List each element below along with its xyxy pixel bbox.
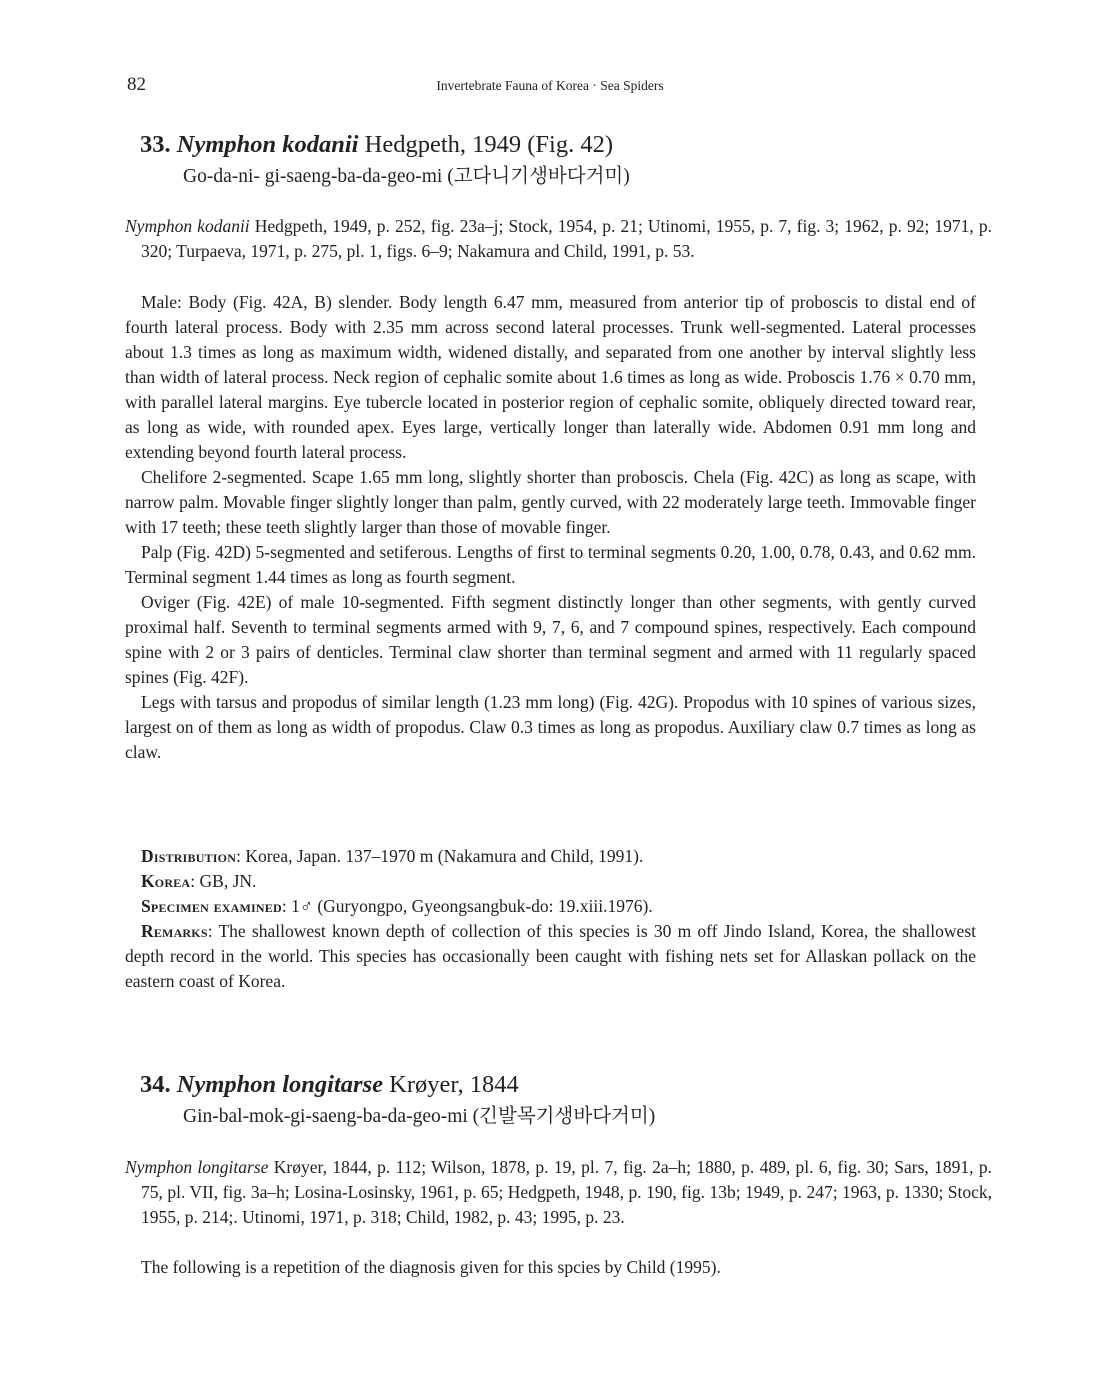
species-33-korean-name: Go-da-ni- gi-saeng-ba-da-geo-mi (고다니기생바다거미) [183,166,630,187]
species-34-korean-name: Gin-bal-mok-gi-saeng-ba-da-geo-mi (긴발목기생바다거미) [183,1106,656,1127]
species-33-notes [125,844,976,994]
species-33-number: 33. [140,131,171,158]
intro-paragraph: The following is a repetition of the diagnosis given for this spcies by Child (1995). [141,1257,721,1277]
description-paragraph: Legs with tarsus and propodus of similar length (1.23 mm long) (Fig. 42G). Propodus with 10 spines of various sizes, largest on of them as long as width of propodus. Claw 0.3 times as long as propodus. Auxiliary claw 0.7 times as long as claw. [125,692,976,762]
species-33-name: Nymphon kodanii [176,131,359,158]
species-34-number: 34. [140,1071,171,1098]
synonymy-references: Krøyer, 1844, p. 112; Wilson, 1878, p. 19, pl. 7, fig. 2a–h; 1880, p. 489, pl. 6, fig. 30; Sars, 1891, p. 75, pl. VII, fig. 3a–h; Losina-Losinsky, 1961, p. 65; Hedgpeth, 1948, p. 190, fig. 13b; 1949, p. 247; 1963, p. 1330; Stock, 1955, p. 214;. Utinomi, 1971, p. 318; Child, 1982, p. 43; 1995, p. 23. [141,1157,993,1227]
species-33-authority: Hedgpeth, 1949 (Fig. 42) [364,131,613,158]
remarks-label: Remarks [141,921,208,941]
synonymy-taxon: Nymphon kodanii [125,216,250,236]
description-paragraph: Oviger (Fig. 42E) of male 10-segmented. Fifth segment distinctly longer than other segments, with gently curved proximal half. Seventh to terminal segments armed with 9, 7, 6, and 7 compound spines, respectively. Each compound spine with 2 or 3 pairs of denticles. Terminal claw shorter than terminal segment and armed with 11 regularly spaced spines (Fig. 42F). [125,592,976,687]
species-33-description [125,290,976,765]
species-34-heading [140,1070,655,1131]
species-34-authority: Krøyer, 1844 [389,1071,519,1098]
synonymy-references: Hedgpeth, 1949, p. 252, fig. 23a–j; Stock, 1954, p. 21; Utinomi, 1955, p. 7, fig. 3; 1962, p. 92; 1971, p. 320; Turpaeva, 1971, p. 275, pl. 1, figs. 6–9; Nakamura and Child, 1991, p. 53. [141,216,992,261]
species-33-synonymy [125,214,992,264]
description-paragraph: Male: Body (Fig. 42A, B) slender. Body length 6.47 mm, measured from anterior tip of proboscis to distal end of fourth lateral process. Body with 2.35 mm across second lateral processes. Trunk well-segmented. Lateral processes about 1.3 times as long as maximum width, widened distally, and separated from one another by interval slightly less than width of lateral process. Neck region of cephalic somite about 1.6 times as long as wide. Proboscis 1.76 × 0.70 mm, with parallel lateral margins. Eye tubercle located in posterior region of cephalic somite, obliquely directed toward rear, as long as wide, with rounded apex. Eyes large, vertically longer than laterally wide. Abdomen 0.91 mm long and extending beyond fourth lateral process. [125,292,976,462]
remarks-line [125,919,976,994]
distribution-label: Distribution [141,846,237,866]
korea-text: : GB, JN. [190,871,257,891]
species-34-title [140,1070,655,1100]
synonymy-taxon: Nymphon longitarse [125,1157,269,1177]
species-34-intro [125,1255,976,1280]
distribution-text: : Korea, Japan. 137–1970 m (Nakamura and Child, 1991). [236,846,644,866]
species-33-title [140,130,630,160]
species-34-synonymy [125,1155,992,1230]
description-paragraph: Chelifore 2-segmented. Scape 1.65 mm long, slightly shorter than proboscis. Chela (Fig. 42C) as long as scape, with narrow palm. Movable finger slightly longer than palm, gently curved, with 22 moderately large teeth. Immovable finger with 17 teeth; these teeth slightly larger than those of movable finger. [125,467,976,537]
remarks-text: : The shallowest known depth of collection of this species is 30 m off Jindo Island, Korea, the shallowest depth record in the world. This species has occasionally been caught with fishing nets set for Allaskan pollack on the eastern coast of Korea. [125,921,976,991]
distribution-line [125,844,976,869]
running-head: Invertebrate Fauna of Korea · Sea Spiders [436,78,664,93]
species-34-name: Nymphon longitarse [176,1071,383,1098]
specimen-label: Specimen examined [141,896,282,916]
description-paragraph: Palp (Fig. 42D) 5-segmented and setiferous. Lengths of first to terminal segments 0.20, 1.00, 0.78, 0.43, and 0.62 mm. Terminal segment 1.44 times as long as fourth segment. [125,542,976,587]
korea-label: Korea [141,871,191,891]
page-number: 82 [127,74,146,95]
korea-line [125,869,976,894]
specimen-text: : 1♂ (Guryongpo, Gyeongsangbuk-do: 19.xiii.1976). [281,896,653,916]
species-33-heading [140,130,630,191]
specimen-line [125,894,976,919]
